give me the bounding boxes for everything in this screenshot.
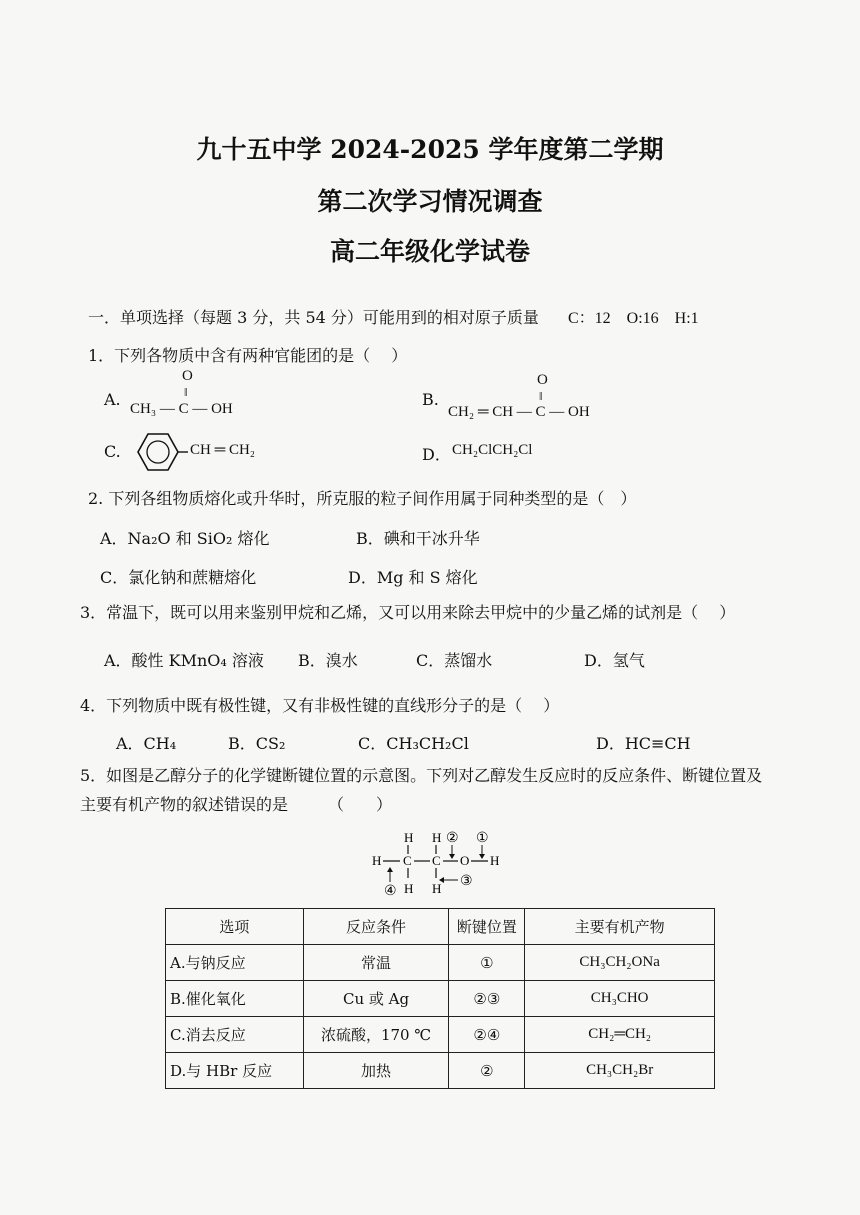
row-product: CH₃CH₂Br: [525, 1053, 715, 1089]
row-bond: ①: [449, 945, 525, 981]
q1-option-a-double-bond: ‖: [184, 385, 188, 399]
q1-option-b-formula: CH₂ ═ CH — C — OH: [448, 404, 590, 420]
q3-option-b: B．溴水: [298, 651, 358, 670]
diagram-o: O: [460, 853, 470, 868]
row-bond: ②: [449, 1053, 525, 1089]
row-product: CH₂═CH₂: [525, 1017, 715, 1053]
table-row: [166, 981, 715, 1017]
diagram-h-bottom-2: H: [432, 881, 442, 896]
table-row: [166, 945, 715, 981]
row-condition: 常温: [303, 945, 449, 981]
exam-title-survey: 第二次学习情况调查: [317, 187, 543, 216]
row-option: C.消去反应: [166, 1017, 304, 1053]
q1-option-a-oxygen: O: [182, 368, 193, 384]
q2-stem: 2. 下列各组物质熔化或升华时，所克服的粒子间作用属于同种类型的是（ ）: [88, 489, 637, 508]
q1-option-a-label: A.: [104, 390, 121, 409]
q1-option-d-label: D．: [422, 445, 451, 464]
q1-option-b-label: B.: [422, 390, 439, 409]
row-bond: ②④: [449, 1017, 525, 1053]
table-header-row: [166, 909, 715, 945]
q1-stem: 1．下列各物质中含有两种官能团的是（ ）: [88, 346, 408, 365]
q4-option-d: D．HC≡CH: [596, 734, 691, 753]
q2-option-b: B．碘和干冰升华: [356, 529, 480, 548]
diagram-h-top-2: H: [432, 830, 442, 845]
diagram-h-bottom-1: H: [404, 881, 414, 896]
header-condition: 反应条件: [303, 909, 449, 945]
row-option: B.催化氧化: [166, 981, 304, 1017]
q1-option-c-label: C.: [104, 442, 121, 461]
benzene-ring-icon: [128, 430, 188, 474]
row-product: CH₃CHO: [525, 981, 715, 1017]
q2-option-d: D．Mg 和 S 熔化: [348, 568, 478, 587]
q3-option-a: A．酸性 KMnO₄ 溶液: [104, 651, 264, 670]
q5-stem-line1: 5．如图是乙醇分子的化学键断键位置的示意图。下列对乙醇发生反应时的反应条件、断键位置及: [80, 766, 763, 785]
diagram-marker-1: ①: [476, 831, 489, 846]
q4-option-c: C．CH₃CH₂Cl: [358, 734, 469, 753]
section-heading: 一．单项选择（每题 3 分，共 54 分）可能用到的相对原子质量: [88, 308, 539, 327]
q4-stem: 4．下列物质中既有极性键，又有非极性键的直线形分子的是（ ）: [80, 696, 560, 715]
q1-option-c-formula: CH ═ CH₂: [190, 442, 256, 458]
table-row: [166, 1053, 715, 1089]
row-condition: 浓硫酸，170 ℃: [303, 1017, 449, 1053]
table-row: [166, 1017, 715, 1053]
diagram-marker-3: ③: [460, 874, 473, 889]
diagram-marker-2: ②: [446, 831, 459, 846]
q4-option-b: B．CS₂: [228, 734, 286, 753]
q3-option-c: C．蒸馏水: [416, 651, 493, 670]
exam-title-subject: 高二年级化学试卷: [329, 237, 530, 266]
q1-option-b-double-bond: ‖: [539, 389, 543, 403]
header-bond: 断键位置: [449, 909, 525, 945]
q1-option-b-oxygen: O: [537, 372, 548, 388]
diagram-c2: C: [432, 853, 441, 868]
row-option: D.与 HBr 反应: [166, 1053, 304, 1089]
reaction-table: [165, 908, 715, 1089]
atomic-masses: C：12 O:16 H:1: [568, 310, 699, 327]
q2-option-c: C．氯化钠和蔗糖熔化: [100, 568, 257, 587]
q3-stem: 3．常温下，既可以用来鉴别甲烷和乙烯，又可以用来除去甲烷中的少量乙烯的试剂是（ ）: [80, 603, 736, 622]
diagram-c1: C: [403, 853, 412, 868]
q4-option-a: A．CH₄: [116, 734, 177, 753]
row-option: A.与钠反应: [166, 945, 304, 981]
row-bond: ②③: [449, 981, 525, 1017]
ethanol-bond-diagram: [360, 818, 520, 904]
header-product: 主要有机产物: [525, 909, 715, 945]
q5-stem-line2: 主要有机产物的叙述错误的是 （ ）: [80, 795, 393, 814]
exam-title-school: 九十五中学 2024-2025 学年度第二学期: [196, 135, 664, 164]
q1-option-d-formula: CH₂ClCH₂Cl: [452, 442, 533, 458]
header-option: 选项: [166, 909, 304, 945]
row-condition: 加热: [303, 1053, 449, 1089]
row-condition: Cu 或 Ag: [303, 981, 449, 1017]
diagram-marker-4: ④: [384, 884, 397, 899]
q3-option-d: D．氢气: [584, 651, 645, 670]
diagram-h-top-1: H: [404, 830, 414, 845]
diagram-h-right: H: [490, 853, 500, 868]
diagram-h-left: H: [372, 853, 382, 868]
q1-option-a-formula: CH₃ — C — OH: [130, 401, 233, 417]
q2-option-a: A．Na₂O 和 SiO₂ 熔化: [100, 529, 270, 548]
row-product: CH₃CH₂ONa: [525, 945, 715, 981]
